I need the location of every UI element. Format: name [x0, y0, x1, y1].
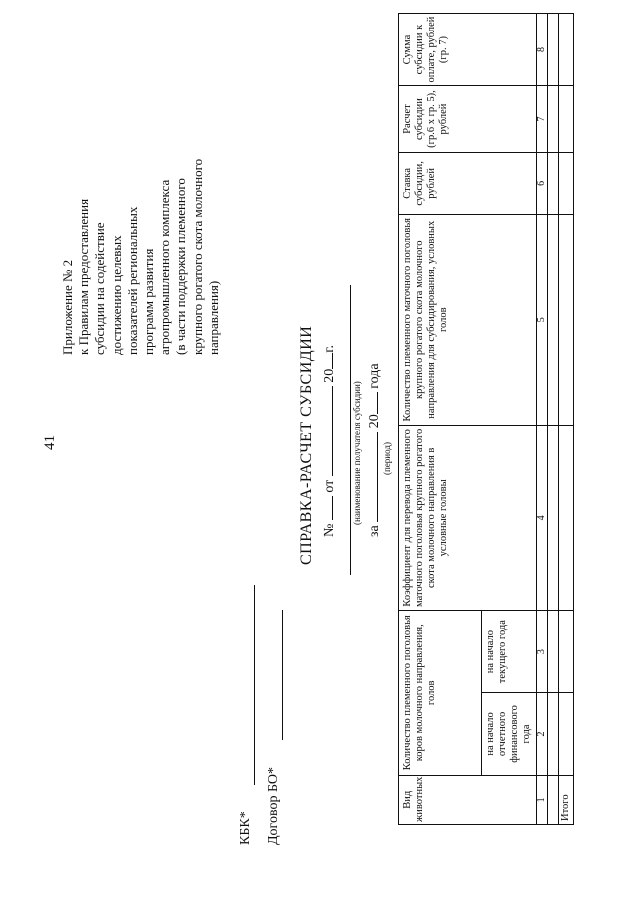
appendix-line: субсидии на содействие	[92, 222, 108, 355]
header-animal-type: Вид животных	[399, 775, 537, 824]
column-number: 4	[537, 425, 548, 610]
subheader-start-reporting-year: на начало отчетного финансового года	[482, 693, 537, 775]
column-number: 8	[537, 14, 548, 86]
appendix-line: к Правилам предоставления	[76, 198, 92, 355]
page-number: 41	[42, 435, 58, 450]
header-calculation: Расчет субсидии (гр.6 х гр. 5), рублей	[399, 86, 537, 153]
table-cell	[548, 86, 559, 153]
recipient-field-line	[350, 285, 351, 575]
bo-contract-field-line	[282, 610, 283, 740]
subsidy-table	[398, 13, 574, 825]
header-coefficient: Коэффициент для перевода племенного маточного поголовья крупного рогатого скота молочного направления в условные головы	[399, 425, 537, 610]
appendix-line: агропромышленного комплекса	[157, 179, 173, 355]
appendix-line: (в части поддержки племенного	[173, 178, 189, 355]
table-cell	[559, 152, 574, 214]
period-for-label: за	[367, 525, 382, 537]
appendix-line: направления)	[205, 280, 221, 355]
table-cell	[548, 152, 559, 214]
bo-contract-label: Договор БО*	[266, 766, 281, 845]
kbk-label: КБК*	[238, 811, 253, 845]
appendix-note	[60, 85, 222, 355]
table-cell	[559, 610, 574, 692]
total-row	[559, 14, 574, 825]
appendix-line: программ развития	[141, 248, 157, 355]
column-number: 1	[537, 775, 548, 824]
column-number: 3	[537, 610, 548, 692]
table-cell	[548, 425, 559, 610]
table-row	[548, 14, 559, 825]
table-cell	[559, 86, 574, 153]
column-number: 2	[537, 693, 548, 775]
period-caption: (период)	[382, 442, 392, 475]
appendix-line: показателей региональных	[124, 206, 140, 355]
total-label: Итого	[559, 775, 574, 824]
number-date-line	[320, 345, 338, 537]
period-year-suffix: года	[367, 363, 382, 389]
period-blank	[365, 432, 378, 522]
date-blank	[320, 386, 333, 476]
header-subsidized-stock: Количество племенного маточного поголовья крупного рогатого скота молочного направления для субсидирования, условных голов	[399, 214, 537, 425]
appendix-line: Приложение № 2	[60, 259, 75, 355]
table-header-row	[399, 14, 482, 825]
appendix-line: крупного рогатого скота молочного	[189, 158, 205, 355]
number-sign: №	[322, 523, 337, 537]
table-cell	[559, 14, 574, 86]
table-cell	[548, 14, 559, 86]
table-cell	[559, 693, 574, 775]
kbk-field-line	[254, 585, 255, 785]
header-breeding-stock: Количество племенного поголовья коров молочного направления, голов	[399, 610, 482, 775]
table-cell	[548, 610, 559, 692]
year-blank	[320, 353, 333, 369]
recipient-caption: (наименование получателя субсидии)	[352, 381, 362, 525]
table-cell	[548, 214, 559, 425]
year-suffix: г.	[322, 345, 337, 353]
appendix-line: достижению целевых	[108, 235, 124, 355]
table-cell	[548, 693, 559, 775]
column-number: 6	[537, 152, 548, 214]
document-title: СПРАВКА-РАСЧЕТ СУБСИДИИ	[298, 325, 315, 565]
number-blank	[320, 496, 333, 520]
table-cell	[559, 214, 574, 425]
period-year-blank	[365, 392, 378, 414]
date-from-label: от	[322, 479, 337, 493]
header-rate: Ставка субсидии, рублей	[399, 152, 537, 214]
column-number-row	[537, 14, 548, 825]
header-payable: Сумма субсидии к оплате, рублей (гр. 7)	[399, 14, 537, 86]
period-year-prefix: 20	[367, 414, 382, 429]
subheader-start-current-year: на начало текущего года	[482, 610, 537, 692]
column-number: 7	[537, 86, 548, 153]
table-cell	[559, 425, 574, 610]
period-line	[365, 363, 383, 537]
table-cell	[548, 775, 559, 824]
column-number: 5	[537, 214, 548, 425]
year-prefix: 20	[322, 368, 337, 383]
